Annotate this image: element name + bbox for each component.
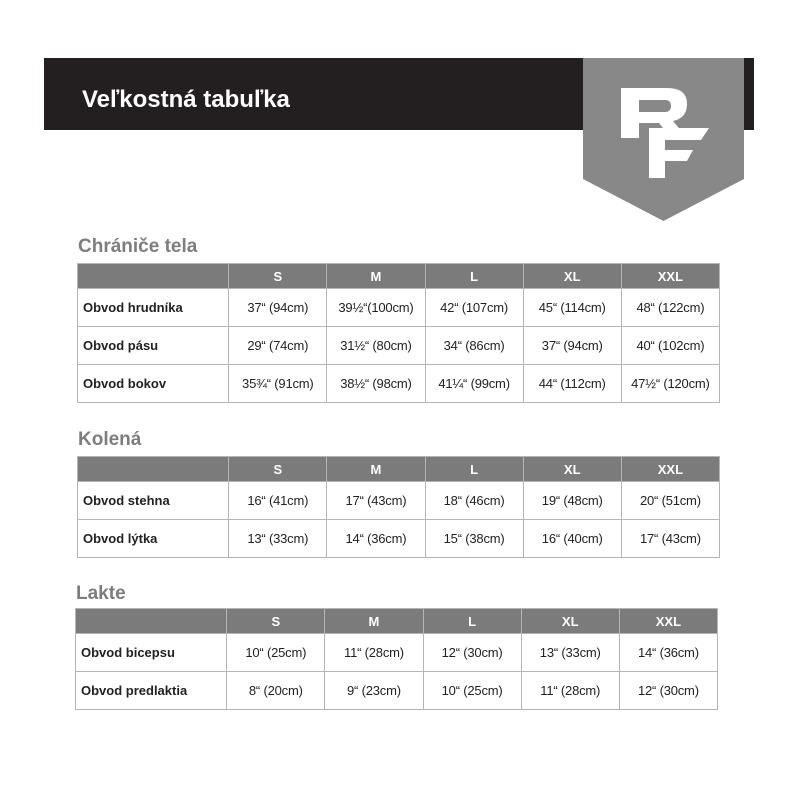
table-cell: 13“ (33cm) bbox=[521, 634, 619, 672]
size-header-xxl: XXL bbox=[621, 457, 719, 482]
size-header-xxl: XXL bbox=[621, 264, 719, 289]
size-header-xl: XL bbox=[523, 264, 621, 289]
row-label: Obvod bokov bbox=[78, 365, 229, 403]
table-header-row bbox=[76, 609, 718, 634]
table-cell: 45“ (114cm) bbox=[523, 289, 621, 327]
table-cell: 38½“ (98cm) bbox=[327, 365, 425, 403]
table-cell: 41¼“ (99cm) bbox=[425, 365, 523, 403]
size-header-xl: XL bbox=[521, 609, 619, 634]
row-label: Obvod lýtka bbox=[78, 520, 229, 558]
table-cell: 31½“ (80cm) bbox=[327, 327, 425, 365]
table-cell: 17“ (43cm) bbox=[621, 520, 719, 558]
row-label: Obvod bicepsu bbox=[76, 634, 227, 672]
table-cell: 35¾“ (91cm) bbox=[229, 365, 327, 403]
table-cell: 14“ (36cm) bbox=[619, 634, 717, 672]
page-title: Veľkostná tabuľka bbox=[82, 86, 290, 113]
size-header-xxl: XXL bbox=[619, 609, 717, 634]
table-row bbox=[78, 520, 720, 558]
table-cell: 47½“ (120cm) bbox=[621, 365, 719, 403]
header-empty-cell bbox=[78, 264, 229, 289]
size-table-body-protectors bbox=[77, 263, 720, 403]
table-row bbox=[78, 289, 720, 327]
table-cell: 48“ (122cm) bbox=[621, 289, 719, 327]
table-cell: 37“ (94cm) bbox=[229, 289, 327, 327]
table-cell: 13“ (33cm) bbox=[229, 520, 327, 558]
section-title-elbows: Lakte bbox=[76, 583, 126, 604]
row-label: Obvod pásu bbox=[78, 327, 229, 365]
table-cell: 42“ (107cm) bbox=[425, 289, 523, 327]
table-cell: 14“ (36cm) bbox=[327, 520, 425, 558]
size-header-m: M bbox=[325, 609, 423, 634]
row-label: Obvod stehna bbox=[78, 482, 229, 520]
table-cell: 11“ (28cm) bbox=[325, 634, 423, 672]
table-cell: 19“ (48cm) bbox=[523, 482, 621, 520]
size-header-l: L bbox=[425, 264, 523, 289]
table-row bbox=[76, 672, 718, 710]
table-row bbox=[76, 634, 718, 672]
table-header-row bbox=[78, 457, 720, 482]
rf-logo-icon bbox=[583, 58, 744, 221]
table-cell: 44“ (112cm) bbox=[523, 365, 621, 403]
table-cell: 8“ (20cm) bbox=[227, 672, 325, 710]
size-table-knees bbox=[77, 456, 720, 558]
table-cell: 10“ (25cm) bbox=[227, 634, 325, 672]
table-cell: 16“ (41cm) bbox=[229, 482, 327, 520]
size-table-elbows bbox=[75, 608, 718, 710]
table-cell: 17“ (43cm) bbox=[327, 482, 425, 520]
size-header-xl: XL bbox=[523, 457, 621, 482]
table-cell: 11“ (28cm) bbox=[521, 672, 619, 710]
table-cell: 16“ (40cm) bbox=[523, 520, 621, 558]
table-header-row bbox=[78, 264, 720, 289]
table-cell: 12“ (30cm) bbox=[619, 672, 717, 710]
table-row bbox=[78, 327, 720, 365]
size-header-l: L bbox=[425, 457, 523, 482]
table-cell: 29“ (74cm) bbox=[229, 327, 327, 365]
section-title-knees: Kolená bbox=[78, 429, 142, 450]
row-label: Obvod hrudníka bbox=[78, 289, 229, 327]
table-cell: 34“ (86cm) bbox=[425, 327, 523, 365]
table-cell: 40“ (102cm) bbox=[621, 327, 719, 365]
size-header-m: M bbox=[327, 264, 425, 289]
table-cell: 9“ (23cm) bbox=[325, 672, 423, 710]
section-title-body-protectors: Chrániče tela bbox=[78, 236, 198, 257]
table-cell: 15“ (38cm) bbox=[425, 520, 523, 558]
table-row bbox=[78, 365, 720, 403]
table-cell: 10“ (25cm) bbox=[423, 672, 521, 710]
table-cell: 37“ (94cm) bbox=[523, 327, 621, 365]
size-header-l: L bbox=[423, 609, 521, 634]
table-cell: 18“ (46cm) bbox=[425, 482, 523, 520]
table-row bbox=[78, 482, 720, 520]
table-cell: 20“ (51cm) bbox=[621, 482, 719, 520]
table-cell: 39½“(100cm) bbox=[327, 289, 425, 327]
size-header-s: S bbox=[227, 609, 325, 634]
header-empty-cell bbox=[76, 609, 227, 634]
size-header-s: S bbox=[229, 457, 327, 482]
row-label: Obvod predlaktia bbox=[76, 672, 227, 710]
header-empty-cell bbox=[78, 457, 229, 482]
table-cell: 12“ (30cm) bbox=[423, 634, 521, 672]
size-header-m: M bbox=[327, 457, 425, 482]
size-header-s: S bbox=[229, 264, 327, 289]
